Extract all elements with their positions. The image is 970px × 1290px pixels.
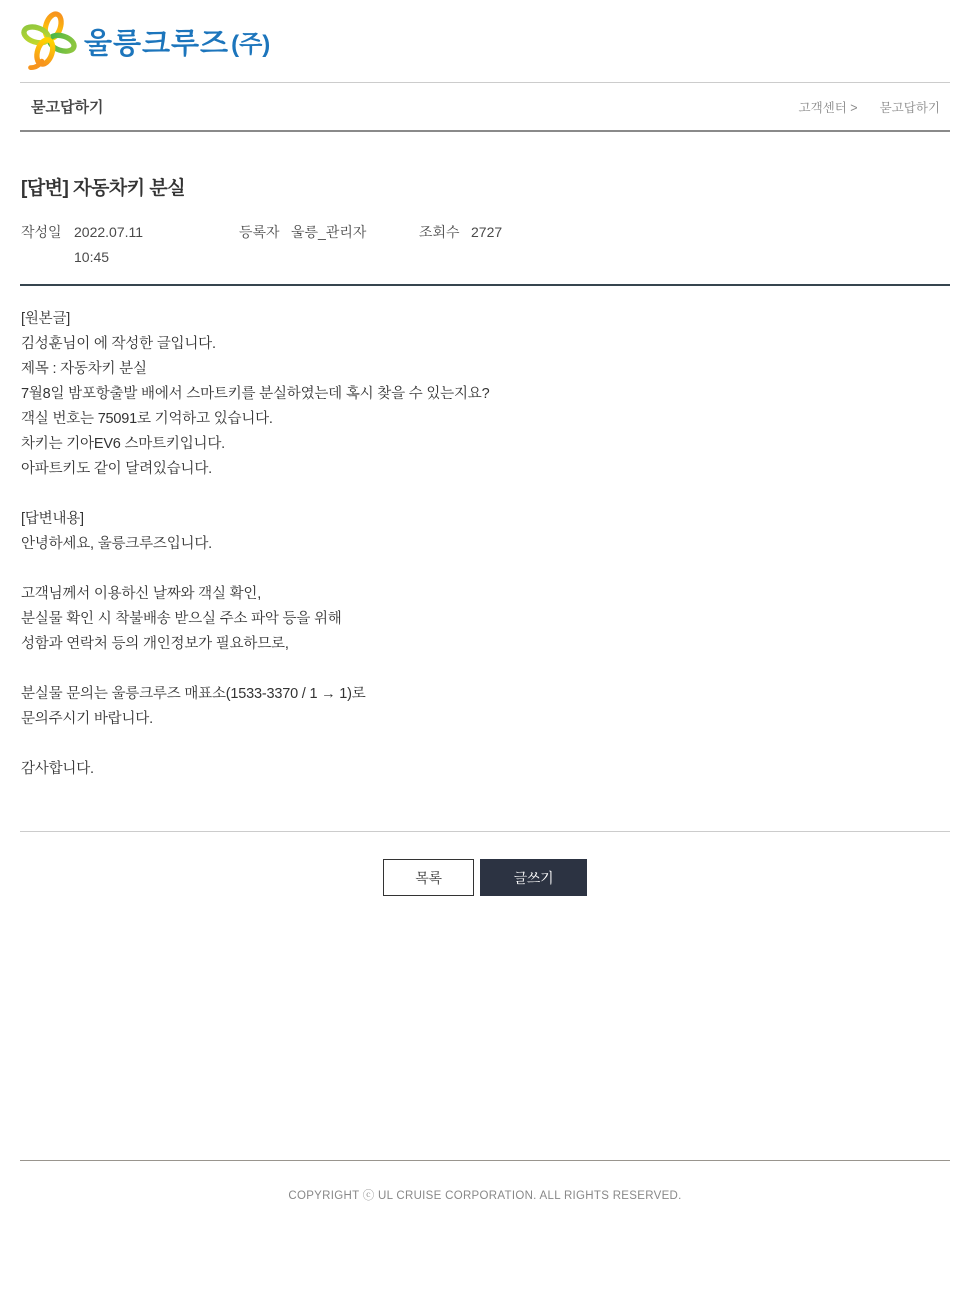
- logo-suffix: (주): [231, 30, 271, 58]
- site-logo[interactable]: [20, 0, 950, 60]
- post-body-line: [원본글]: [21, 311, 71, 327]
- breadcrumb-current-link[interactable]: 묻고답하기: [879, 100, 940, 115]
- list-button[interactable]: 목록: [383, 859, 474, 896]
- post-body-line: [21, 557, 950, 582]
- meta-author-value: 울릉_관리자: [291, 224, 367, 240]
- meta-author-label: 등록자: [239, 224, 280, 240]
- post-body-line: 문의주시기 바랍니다.: [21, 711, 153, 727]
- meta-date-label: 작성일: [21, 224, 62, 240]
- meta-time-value: 10:45: [74, 249, 110, 265]
- button-row: [20, 859, 950, 896]
- meta-author: [239, 220, 419, 270]
- post-body-line: 차키는 기아EV6 스마트키입니다.: [21, 436, 225, 452]
- meta-views-value: 2727: [471, 224, 503, 240]
- pinwheel-flower-icon: [20, 10, 78, 72]
- post-body-line: 감사합니다.: [21, 761, 94, 777]
- post-body-line: 성함과 연락처 등의 개인정보가 필요하므로,: [21, 636, 289, 652]
- post-body-line: 7월8일 밤포항출발 배에서 스마트키를 분실하였는데 혹시 찾을 수 있는지요?: [21, 386, 490, 402]
- post-body-line: 고객님께서 이용하신 날짜와 객실 확인,: [21, 586, 262, 602]
- post-body-line: [21, 657, 950, 682]
- post-title: [답변] 자동차키 분실: [21, 178, 186, 199]
- footer: [20, 1160, 950, 1203]
- post-body-line: 제목 : 자동차키 분실: [21, 361, 147, 377]
- meta-date: [21, 220, 239, 270]
- section-title: 묻고답하기: [31, 99, 104, 116]
- meta-views-label: 조회수: [419, 224, 460, 240]
- post-body-line: [21, 482, 950, 507]
- post-body-line: 김성훈님이 에 작성한 글입니다.: [21, 336, 216, 352]
- breadcrumb: [799, 98, 940, 116]
- meta-views: [419, 220, 502, 270]
- post-body-line: 분실물 확인 시 착불배송 받으실 주소 파악 등을 위해: [21, 611, 342, 627]
- post-body-line: [답변내용]: [21, 511, 84, 527]
- meta-date-value: 2022.07.11: [74, 224, 144, 240]
- post-body-line: 분실물 문의는 울릉크루즈 매표소(1533-3370 / 1 → 1)로: [21, 686, 366, 702]
- post-body-line: 안녕하세요, 울릉크루즈입니다.: [21, 536, 212, 552]
- post-body-line: 아파트키도 같이 달려있습니다.: [21, 461, 212, 477]
- logo-text: 울릉크루즈: [84, 27, 230, 60]
- copyright-text: COPYRIGHT ⓒ UL CRUISE CORPORATION. ALL RIGHTS RESERVED.: [288, 1190, 682, 1202]
- post-body-line: [21, 732, 950, 757]
- post-bottom-divider: [20, 831, 950, 832]
- post-meta: [21, 220, 950, 270]
- breadcrumb-parent-link[interactable]: 고객센터 >: [798, 100, 858, 115]
- write-button[interactable]: 글쓰기: [480, 859, 587, 896]
- section-bar: [20, 82, 950, 132]
- post-body: [21, 286, 950, 782]
- post-body-line: 객실 번호는 75091로 기억하고 있습니다.: [21, 411, 273, 427]
